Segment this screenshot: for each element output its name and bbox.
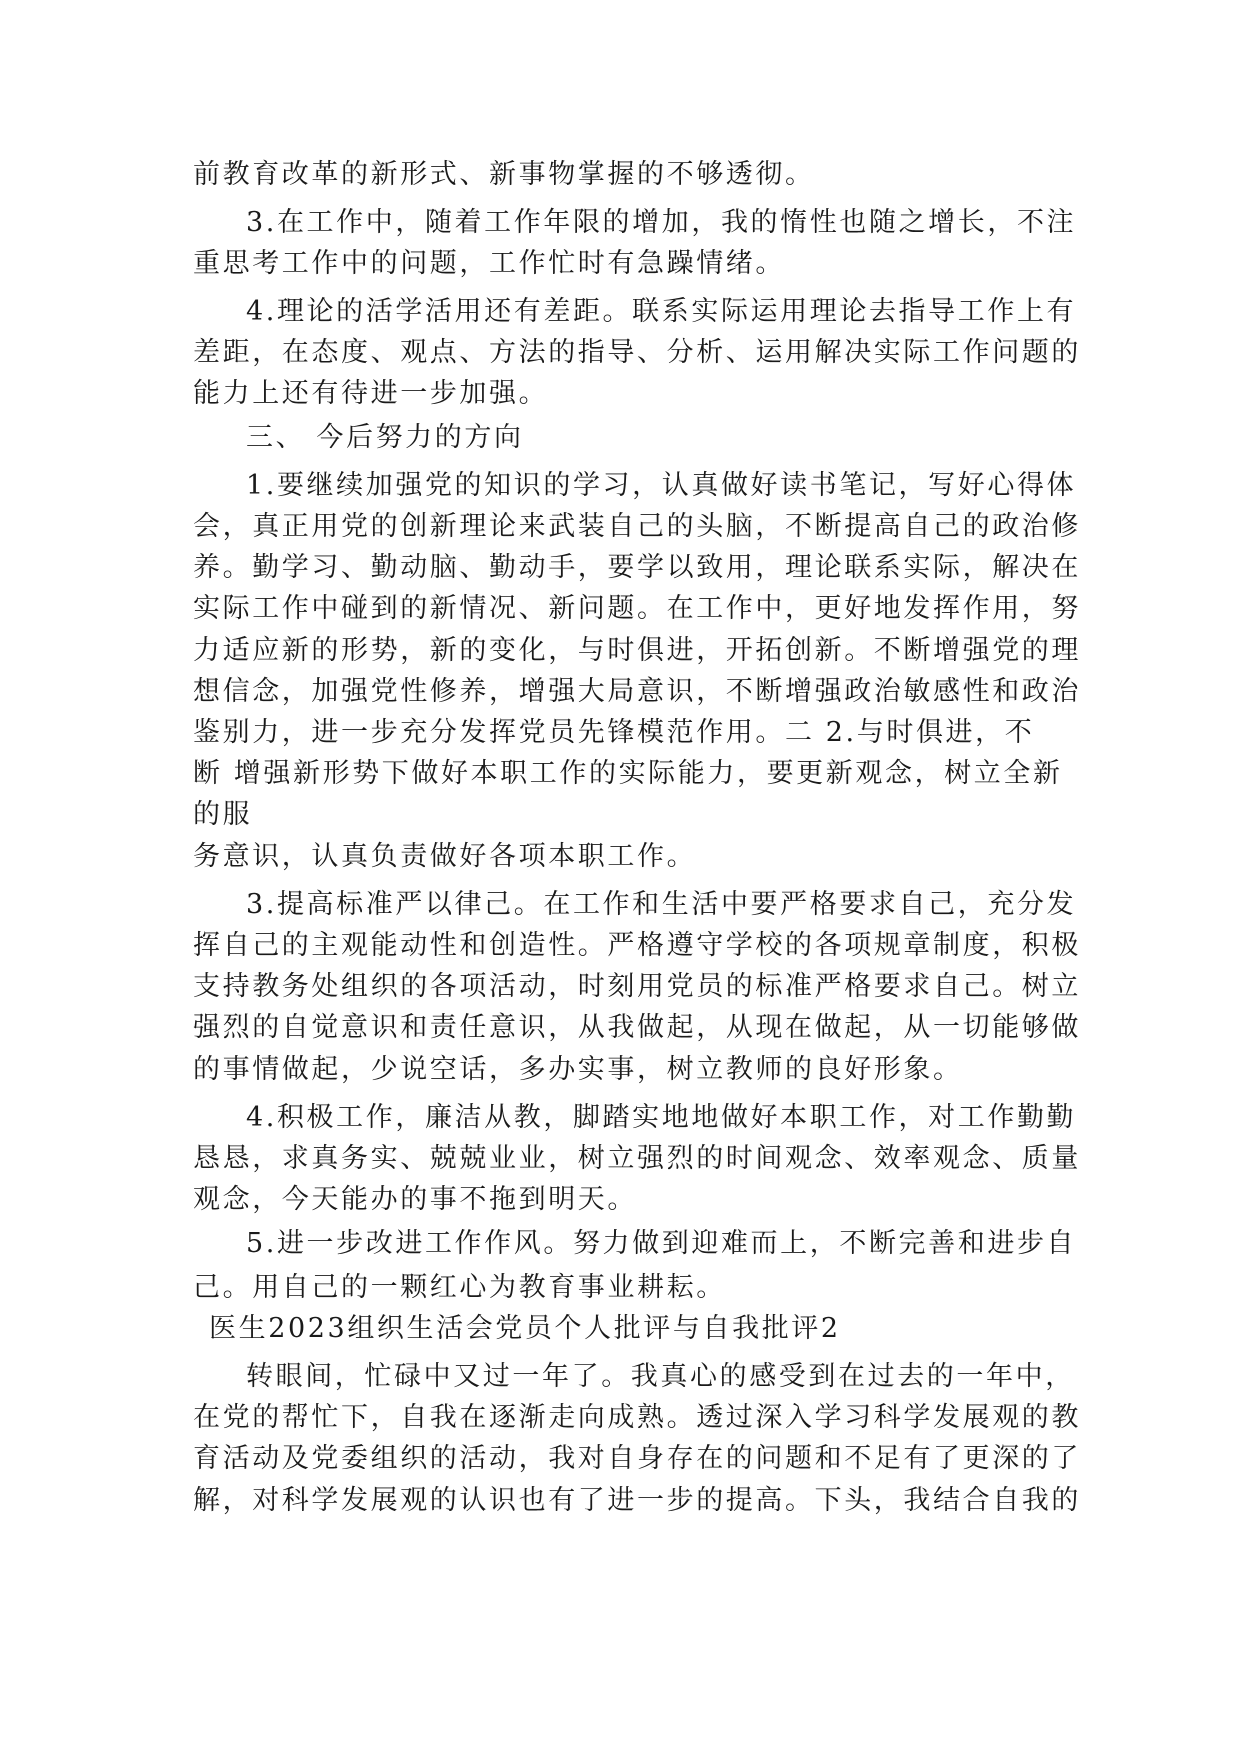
text-line: 解，对科学发展观的认识也有了进一步的提高。下头，我结合自我的 (193, 1485, 1081, 1516)
text-line: 的事情做起，少说空话，多办实事，树立教师的良好形象。 (193, 1054, 963, 1085)
text-line: 能力上还有待进一步加强。 (193, 378, 549, 409)
text-line: 3.在工作中，随着工作年限的增加，我的惰性也随之增长，不注 (246, 207, 1077, 238)
text-line: 养。勤学习、勤动脑、勤动手，要学以致用，理论联系实际，解决在 (193, 552, 1081, 583)
text-line: 会，真正用党的创新理论来武装自己的头脑，不断提高自己的政治修 (193, 511, 1081, 542)
text-line: 1.要继续加强党的知识的学习，认真做好读书笔记，写好心得体 (246, 470, 1077, 501)
text-line: 支持教务处组织的各项活动，时刻用党员的标准严格要求自己。树立 (193, 971, 1081, 1002)
text-line: 转眼间，忙碌中又过一年了。我真心的感受到在过去的一年中， (246, 1361, 1075, 1392)
text-line: 的服 (193, 799, 253, 830)
text-line: 4.积极工作，廉洁从教，脚踏实地地做好本职工作，对工作勤勤 (246, 1102, 1077, 1133)
text-line: 差距，在态度、观点、方法的指导、分析、运用解决实际工作问题的 (193, 337, 1081, 368)
text-line: 育活动及党委组织的活动，我对自身存在的问题和不足有了更深的了 (193, 1443, 1081, 1474)
text-line: 断 增强新形势下做好本职工作的实际能力，要更新观念，树立全新 (193, 758, 1063, 789)
text-line: 3.提高标准严以律己。在工作和生活中要严格要求自己，充分发 (246, 889, 1077, 920)
text-line: 4.理论的活学活用还有差距。联系实际运用理论去指导工作上有 (246, 296, 1077, 327)
text-line: 想信念，加强党性修养，增强大局意识，不断增强政治敏感性和政治 (193, 676, 1081, 707)
text-line: 挥自己的主观能动性和创造性。严格遵守学校的各项规章制度，积极 (193, 930, 1081, 961)
text-line: 恳恳，求真务实、兢兢业业，树立强烈的时间观念、效率观念、质量 (193, 1143, 1081, 1174)
text-line: 5.进一步改进工作作风。努力做到迎难而上，不断完善和进步自 (246, 1228, 1077, 1259)
text-line: 务意识，认真负责做好各项本职工作。 (193, 841, 697, 872)
text-line: 在党的帮忙下，自我在逐渐走向成熟。透过深入学习科学发展观的教 (193, 1402, 1081, 1433)
text-line: 己。用自己的一颗红心为教育事业耕耘。 (193, 1272, 726, 1303)
text-line: 鉴别力，进一步充分发挥党员先锋模范作用。二 2.与时俱进，不 (193, 717, 1035, 748)
section-heading: 三、 今后努力的方向 (246, 422, 524, 453)
document-title: 医生2023组织生活会党员个人批评与自我批评2 (209, 1313, 841, 1344)
text-line: 前教育改革的新形式、新事物掌握的不够透彻。 (193, 159, 815, 190)
text-line: 实际工作中碰到的新情况、新问题。在工作中，更好地发挥作用，努 (193, 593, 1081, 624)
text-line: 观念，今天能办的事不拖到明天。 (193, 1184, 637, 1215)
text-line: 强烈的自觉意识和责任意识，从我做起，从现在做起，从一切能够做 (193, 1012, 1081, 1043)
text-line: 重思考工作中的问题，工作忙时有急躁情绪。 (193, 248, 785, 279)
text-line: 力适应新的形势，新的变化，与时俱进，开拓创新。不断增强党的理 (193, 635, 1081, 666)
